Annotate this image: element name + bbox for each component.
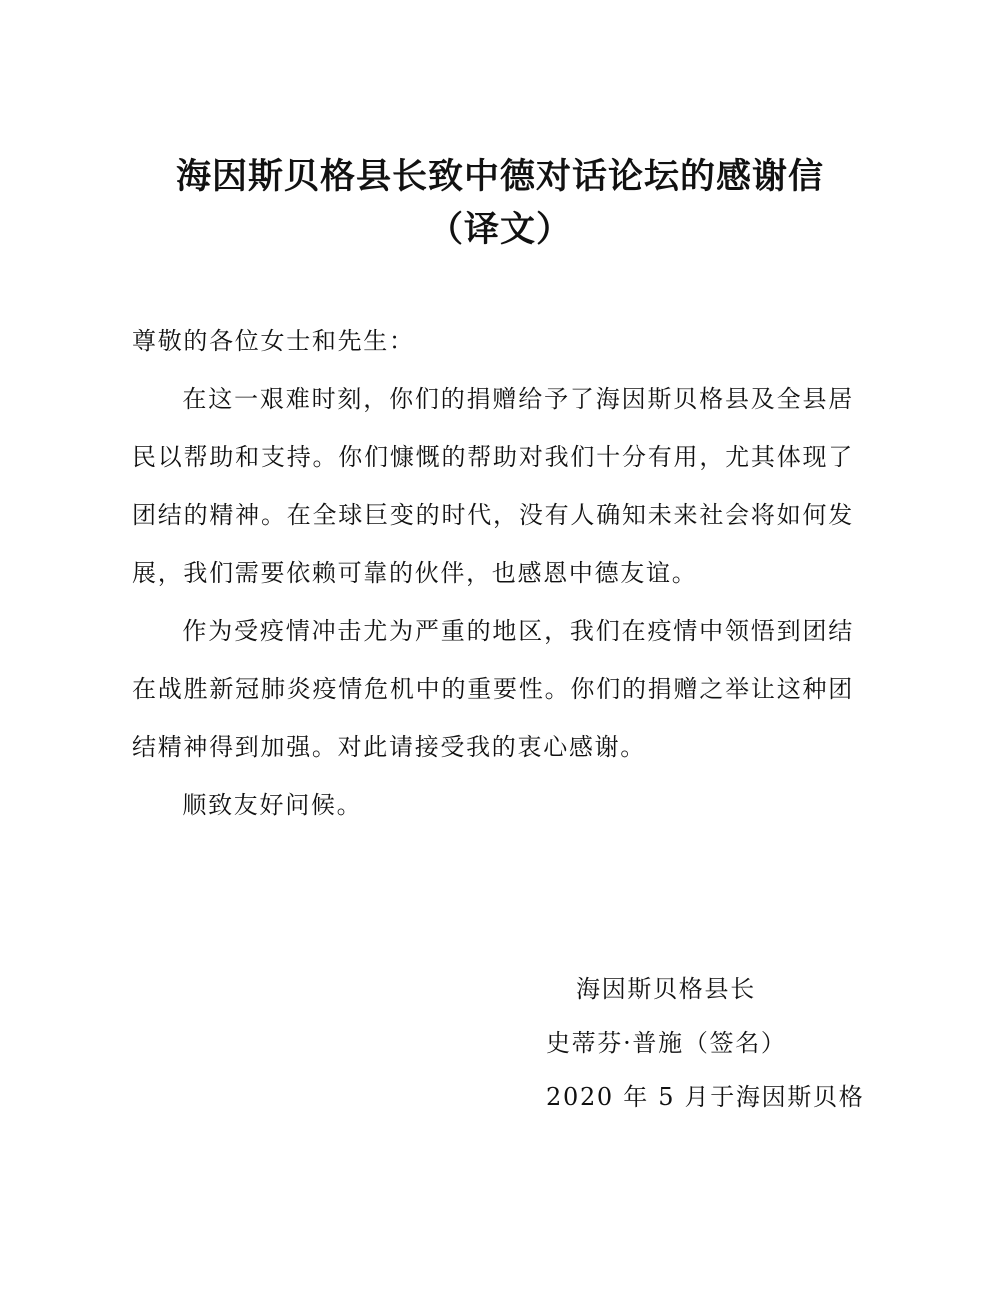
signature-name: 史蒂芬·普施（签名） — [546, 1029, 787, 1057]
signature-position: 海因斯贝格县长 — [576, 975, 756, 1003]
salutation: 尊敬的各位女士和先生： — [132, 327, 415, 355]
closing-greeting: 顺致友好问候。 — [182, 791, 363, 819]
signature-date-place: 2020 年 5 月于海因斯贝格 — [546, 1083, 865, 1111]
paragraph: 作为受疫情冲击尤为严重的地区，我们在疫情中领悟到团结在战胜新冠肺炎疫情危机中的重要性。你们的捐赠之举让这种团结精神得到加强。对此请接受我的衷心感谢。 — [132, 617, 854, 761]
letter-subtitle: （译文） — [427, 210, 572, 250]
letter-title: 海因斯贝格县长致中德对话论坛的感谢信 — [175, 157, 824, 197]
paragraph: 在这一艰难时刻，你们的捐赠给予了海因斯贝格县及全县居民以帮助和支持。你们慷慨的帮助对我们十分有用，尤其体现了团结的精神。在全球巨变的时代，没有人确知未来社会将如何发展，我们需要依赖可靠的伙伴，也感恩中德友谊。 — [132, 385, 854, 587]
letter-body — [132, 370, 854, 834]
